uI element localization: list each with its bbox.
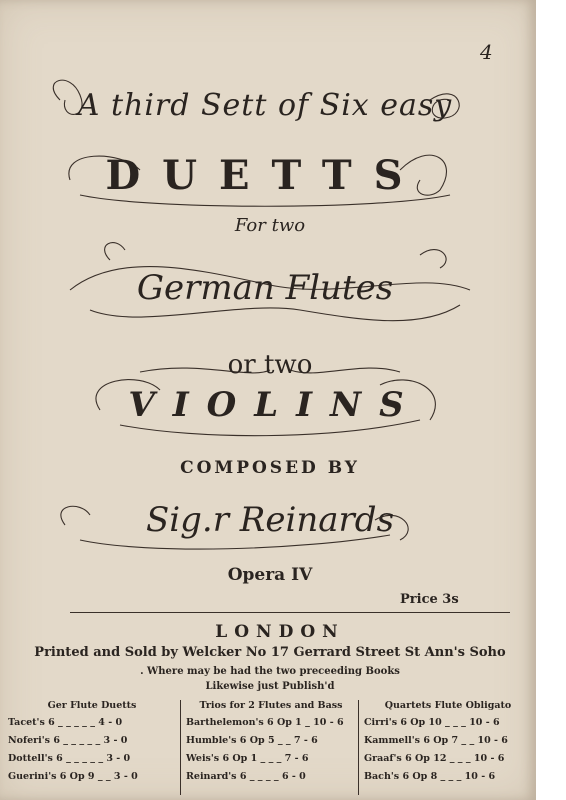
preceding-books-note: . Where may be had the two preceeding Books <box>140 666 400 677</box>
catalogue-item: Barthelemon's 6 Op 1 _ 10 - 6 <box>186 717 344 728</box>
catalogue-item: Kammell's 6 Op 7 _ _ 10 - 6 <box>364 735 508 746</box>
catalogue-column-quartets <box>364 700 532 789</box>
catalogue-item: Bach's 6 Op 8 _ _ _ 10 - 6 <box>364 771 496 782</box>
price-label: Price 3s <box>400 592 459 607</box>
city-heading: LONDON <box>215 622 345 642</box>
german-flutes-heading: German Flutes <box>136 268 394 308</box>
composer-name: Sig.r Reinards <box>145 500 395 540</box>
title-line: A third Sett of Six easy <box>77 88 453 123</box>
publisher-imprint: Printed and Sold by Welcker No 17 Gerrard Street St Ann's Soho <box>34 645 506 660</box>
catalogue-heading: Trios for 2 Flutes and Bass <box>199 700 343 711</box>
catalogue-item: Humble's 6 Op 5 _ _ 7 - 6 <box>186 735 318 746</box>
catalogue-column-trios <box>186 700 356 789</box>
catalogue-item: Cirri's 6 Op 10 _ _ _ 10 - 6 <box>364 717 500 728</box>
for-two-line: For two <box>234 215 306 236</box>
catalogue-item: Dottell's 6 _ _ _ _ _ 3 - 0 <box>8 753 131 764</box>
composed-by-line: COMPOSED BY <box>180 458 360 478</box>
catalogue-item: Graaf's 6 Op 12 _ _ _ 10 - 6 <box>364 753 505 764</box>
duetts-heading: DUETTS <box>105 152 425 199</box>
catalogue-item: Guerini's 6 Op 9 _ _ 3 - 0 <box>8 771 138 782</box>
column-divider <box>358 700 359 795</box>
catalogue-item: Noferi's 6 _ _ _ _ _ 3 - 0 <box>8 735 128 746</box>
catalogue-item: Weis's 6 Op 1 _ _ _ 7 - 6 <box>186 753 309 764</box>
likewise-published-note: Likewise just Publish'd <box>205 681 335 692</box>
folio-number: 4 <box>480 40 493 64</box>
opus-number: Opera IV <box>227 565 313 585</box>
column-divider <box>180 700 181 795</box>
catalogue-column-duetts <box>8 700 176 789</box>
catalogue-item: Tacet's 6 _ _ _ _ _ 4 - 0 <box>8 717 123 728</box>
divider-rule <box>70 612 510 613</box>
catalogue-heading: Quartets Flute Obligato <box>384 700 512 711</box>
catalogue-item: Reinard's 6 _ _ _ _ 6 - 0 <box>186 771 306 782</box>
or-two-line: or two <box>227 350 313 380</box>
violins-heading: VIOLINS <box>128 385 422 425</box>
catalogue-heading: Ger Flute Duetts <box>47 700 137 711</box>
